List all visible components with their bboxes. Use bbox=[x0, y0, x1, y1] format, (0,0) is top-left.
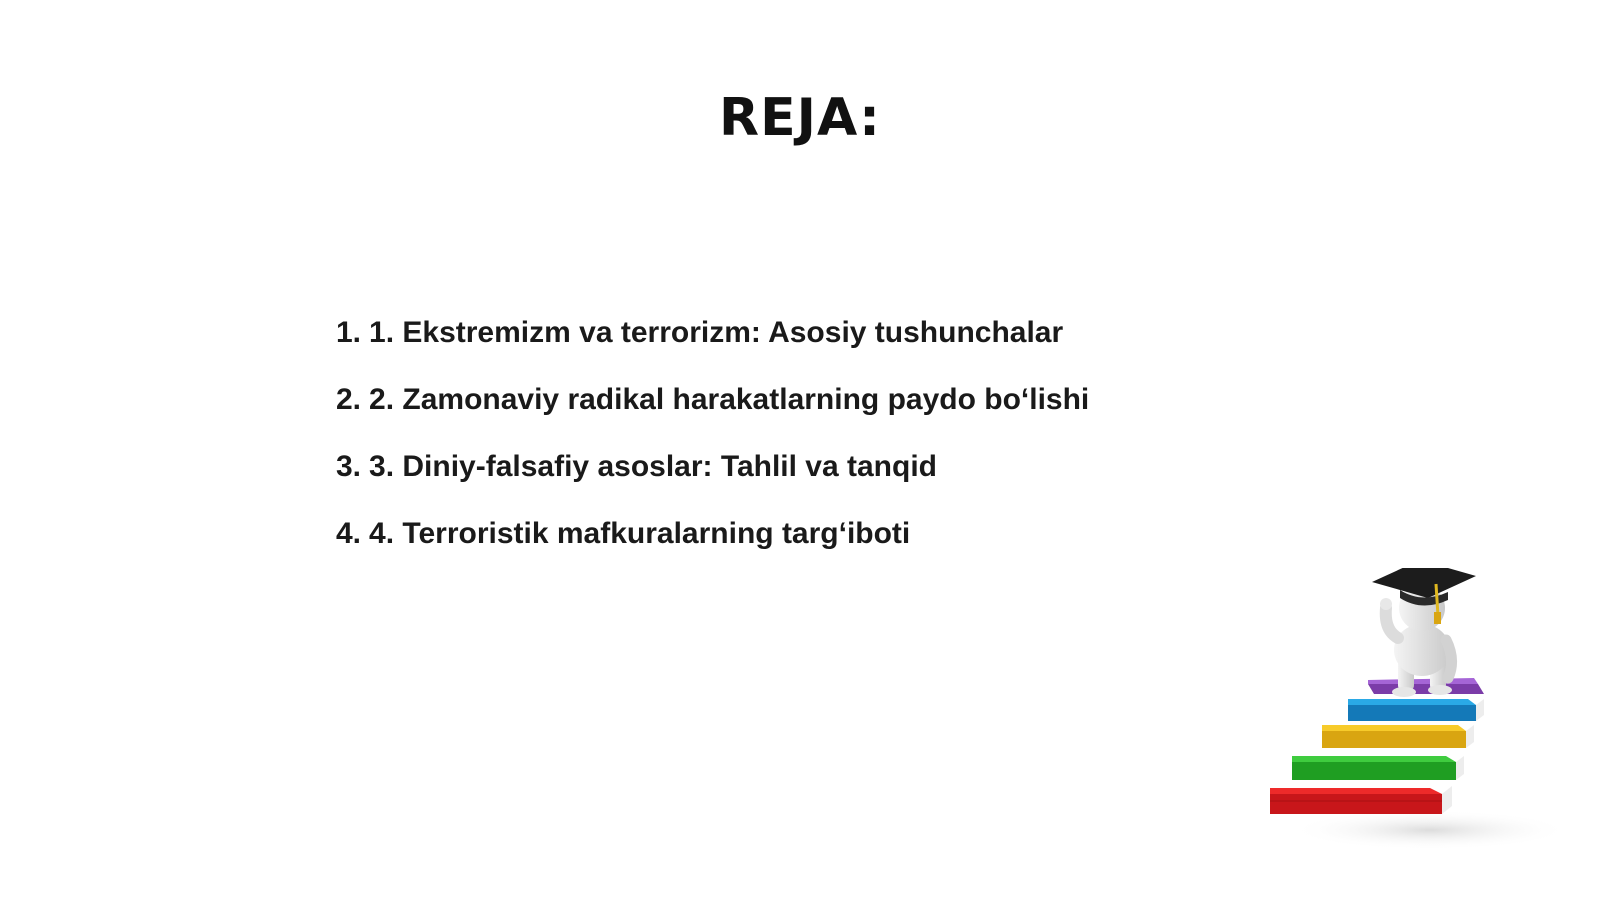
graduate-figure bbox=[1372, 568, 1476, 697]
list-item-number: 1. bbox=[336, 316, 362, 349]
list-item-text: 4. Terroristik mafkuralarning targ‘iboti bbox=[369, 517, 911, 550]
list-item bbox=[336, 313, 1089, 380]
list-item-text: 3. Diniy-falsafiy asoslar: Tahlil va tanqid bbox=[369, 450, 937, 483]
purple-book bbox=[1368, 678, 1484, 694]
list-item bbox=[336, 380, 1089, 447]
list-item-number: 4. bbox=[336, 517, 362, 550]
list-item bbox=[336, 447, 1089, 514]
plan-list bbox=[336, 313, 1089, 581]
list-item-number: 3. bbox=[336, 450, 362, 483]
list-item bbox=[336, 514, 1089, 581]
list-item-text: 1. Ekstremizm va terrorizm: Asosiy tushunchalar bbox=[369, 316, 1064, 349]
list-item-number: 2. bbox=[336, 383, 362, 416]
yellow-book bbox=[1322, 725, 1474, 748]
graduate-on-books-icon bbox=[1270, 568, 1570, 868]
slide-title: REJA: bbox=[719, 88, 881, 148]
blue-book bbox=[1348, 699, 1484, 721]
list-item-text: 2. Zamonaviy radikal harakatlarning paydo bo‘lishi bbox=[369, 383, 1090, 416]
red-book bbox=[1270, 786, 1452, 814]
green-book bbox=[1292, 756, 1464, 780]
